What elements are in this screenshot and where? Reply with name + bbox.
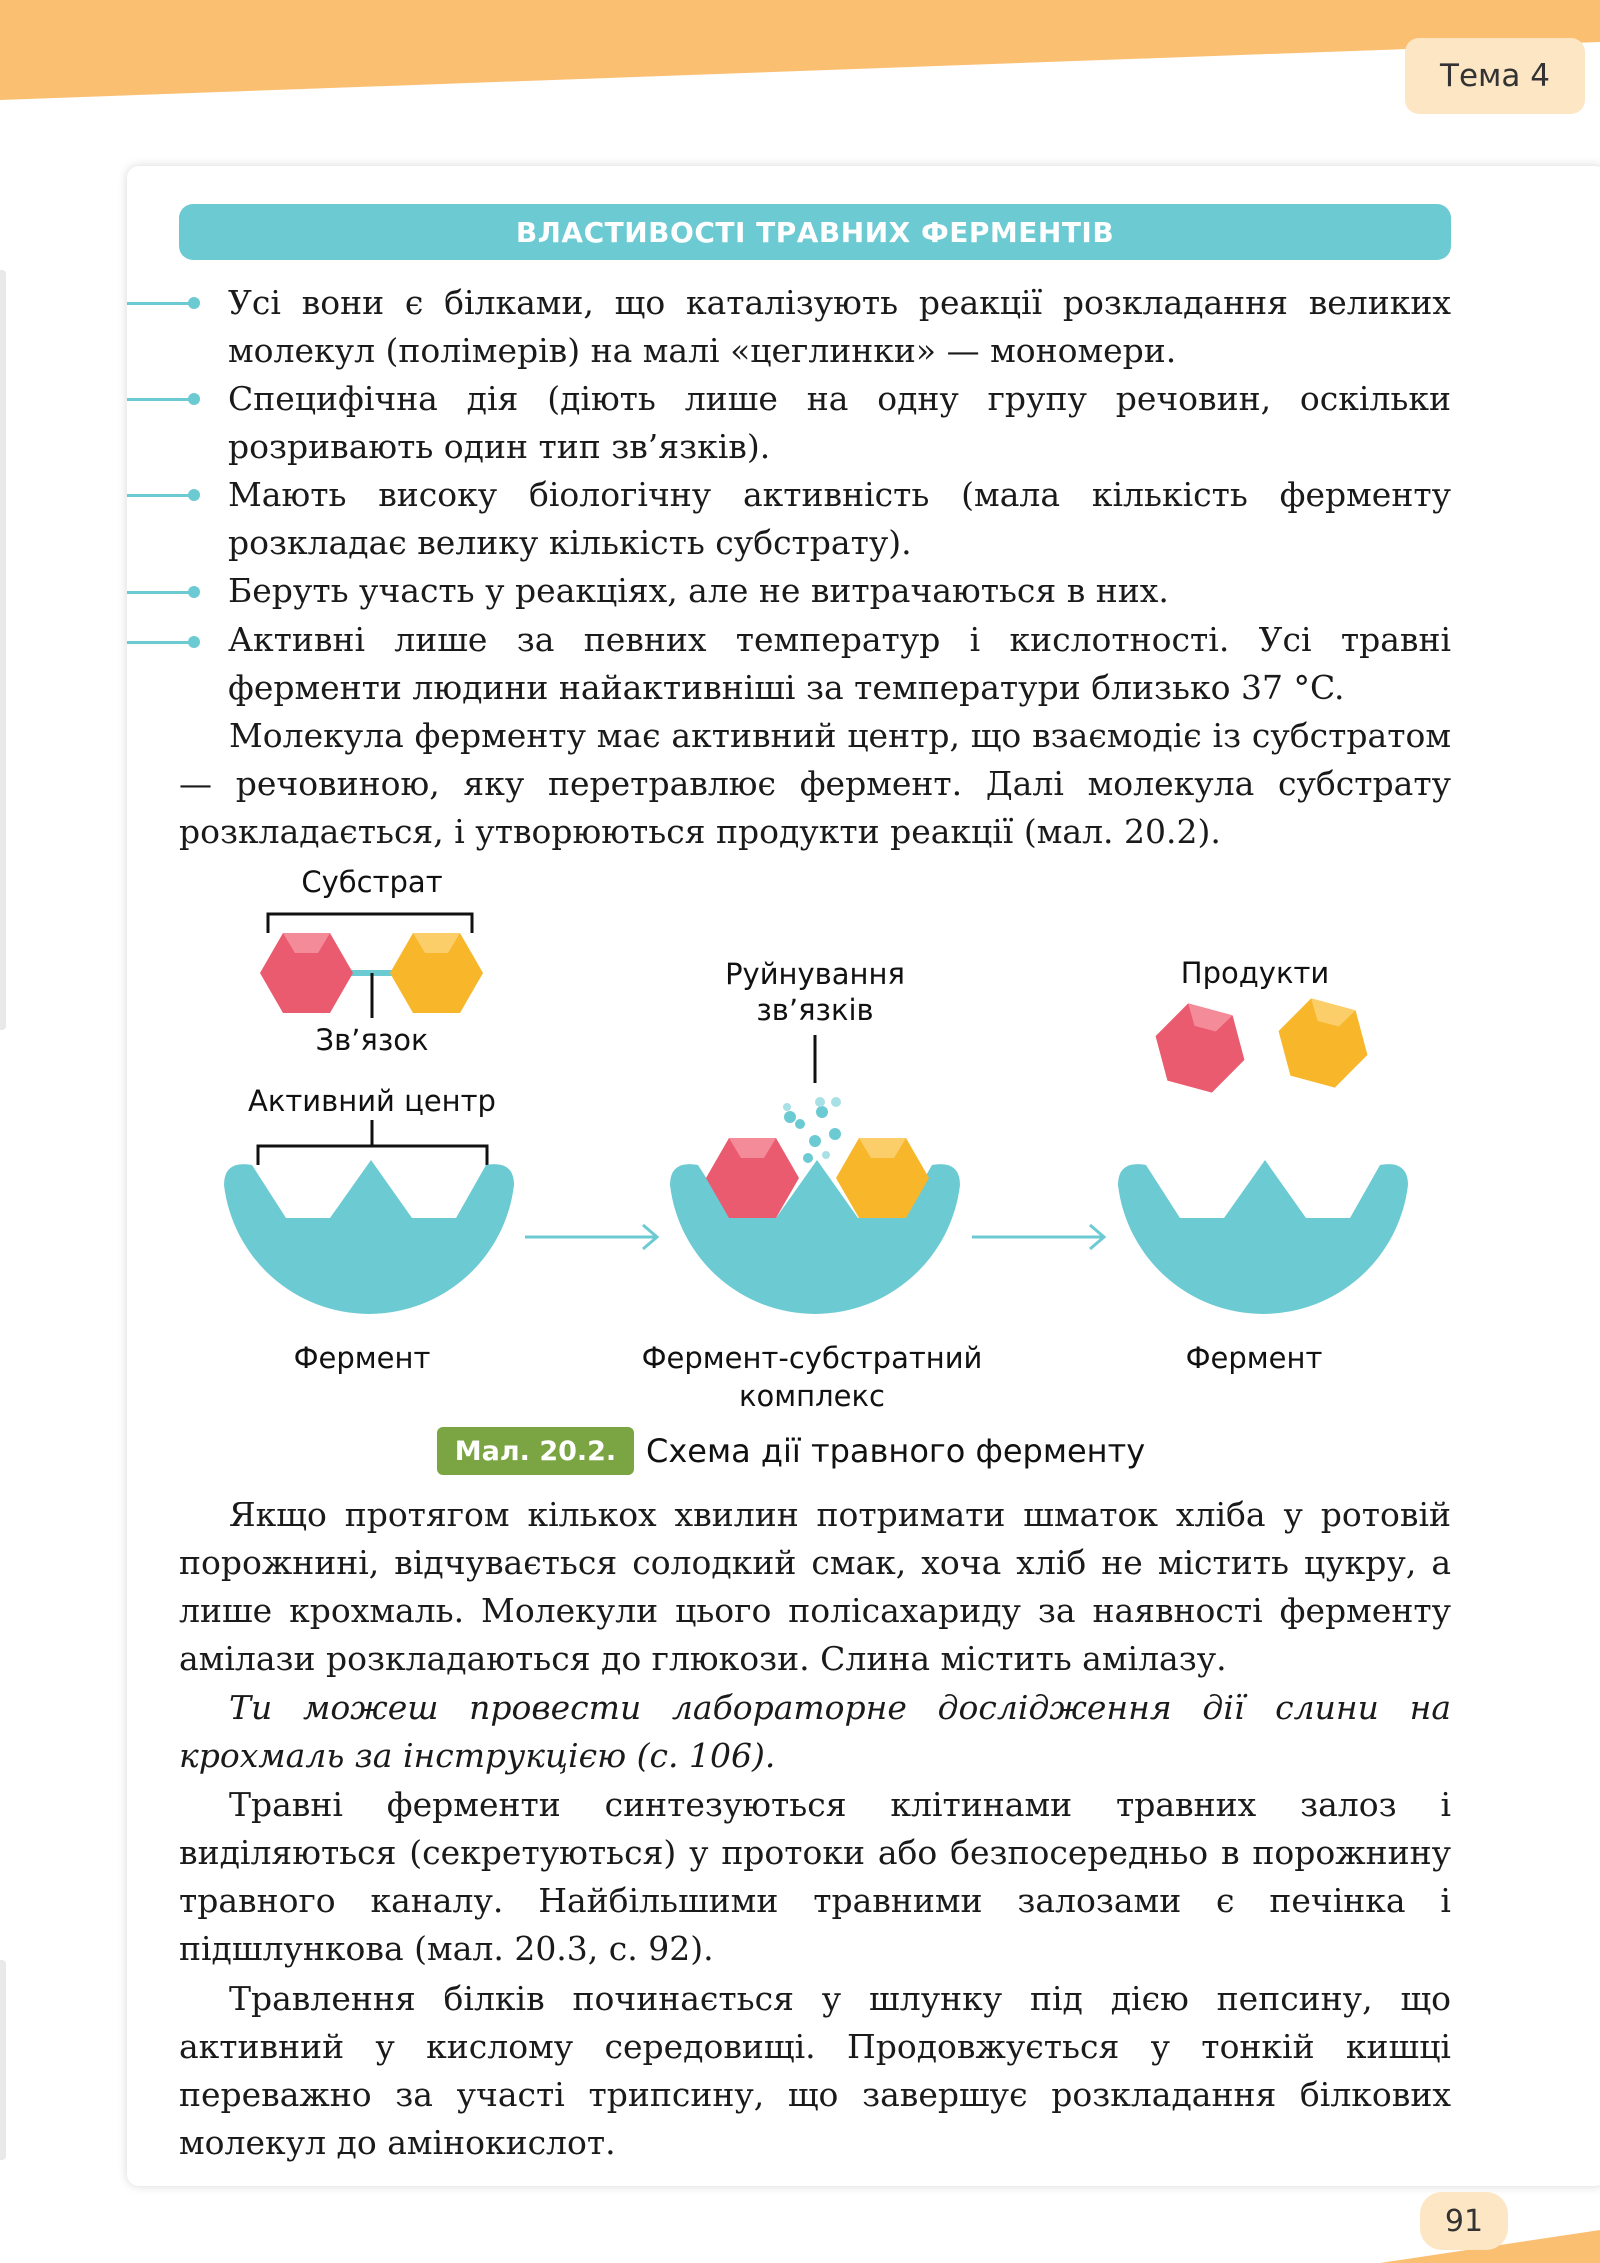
figure-caption: Схема дії травного ферменту (646, 1432, 1146, 1470)
products-label: Продукти (1180, 956, 1330, 990)
figure-number-badge: Мал. 20.2. (437, 1427, 634, 1475)
bullet-item: Специфічна дія (діють лише на одну групу речовин, оскільки розривають один тип зв’язків). (228, 379, 1451, 466)
enzyme-label: Фермент (293, 1341, 431, 1375)
bullet-item: Активні лише за певних температур і кислотності. Усі травні ферменти людини найактивніші за температури близько 37 °C. (228, 620, 1451, 707)
page-number: 91 (1420, 2192, 1508, 2250)
complex-label: комплекс (739, 1379, 885, 1413)
breaking-bonds-label: зв’язків (756, 993, 874, 1027)
arrow-right-icon (525, 1225, 657, 1249)
bullet-item: Мають високу біологічну активність (мала кількість ферменту розкладає велику кількість субстрату). (228, 475, 1451, 562)
bullet-item: Беруть участь у реакціях, але не витрачаються в них. (228, 571, 1169, 610)
bottom-decorative-band (0, 2200, 1600, 2263)
enzyme-label: Фермент (1185, 1341, 1323, 1375)
complex-label: Фермент-субстратний (641, 1341, 983, 1375)
intro-paragraph: Молекула ферменту має активний центр, що взаємодіє із субстратом — речовиною, яку перетравлює фермент. Далі молекула субстрату розкладається, і утворюються продукти реакції (мал. 20.2). (179, 716, 1451, 851)
body-paragraph: Травлення білків починається у шлунку під дією пепсину, що активний у кислому середовищі. Продовжується у тонкій кишці переважно за участі трипсину, що завершує розкладання білкових молекул до амінокислот. (179, 1979, 1451, 2162)
page-edge-tab (0, 1960, 6, 2160)
body-paragraph: Травні ферменти синтезуються клітинами травних залоз і виділяються (секретуються) у протоки або безпосередньо в порожнину травного каналу. Найбільшими травними залозами є печінка і підшлункова (мал. 20.3, с. 92). (179, 1785, 1451, 1968)
body-paragraph: Якщо протягом кількох хвилин потримати шматок хліба у ротовій порожнині, відчувається солодкий смак, хоча хліб не містить цукру, а лише крохмаль. Молекули цього полісахариду за наявності ферменту амілази розкладаються до глюкози. Слина містить амілазу. (179, 1495, 1451, 1678)
substrate-yellow-molecule (390, 933, 483, 1013)
enzyme-right (1118, 1160, 1408, 1314)
breaking-bonds-label: Руйнування (725, 957, 905, 991)
topic-tab: Тема 4 (1405, 38, 1585, 114)
bond-label: Зв’язок (315, 1023, 429, 1057)
bond-particles (783, 1097, 841, 1163)
substrate-bracket (268, 914, 472, 933)
product-yellow-molecule (1268, 992, 1378, 1093)
active-center-label: Активний центр (248, 1084, 496, 1118)
arrow-right-icon (972, 1225, 1104, 1249)
substrate-label: Субстрат (301, 865, 443, 899)
lab-instruction-paragraph: Ти можеш провести лабораторне дослідження дії слини на крохмаль за інструкцією (с. 106). (179, 1688, 1451, 1775)
bullet-item: Усі вони є білками, що каталізують реакції розкладання великих молекул (полімерів) на малі «цеглинки» — мономери. (228, 283, 1451, 370)
properties-box-title: ВЛАСТИВОСТІ ТРАВНИХ ФЕРМЕНТІВ (179, 204, 1451, 260)
enzyme-left (224, 1160, 514, 1314)
substrate-red-molecule (260, 933, 353, 1013)
product-red-molecule (1145, 997, 1255, 1098)
